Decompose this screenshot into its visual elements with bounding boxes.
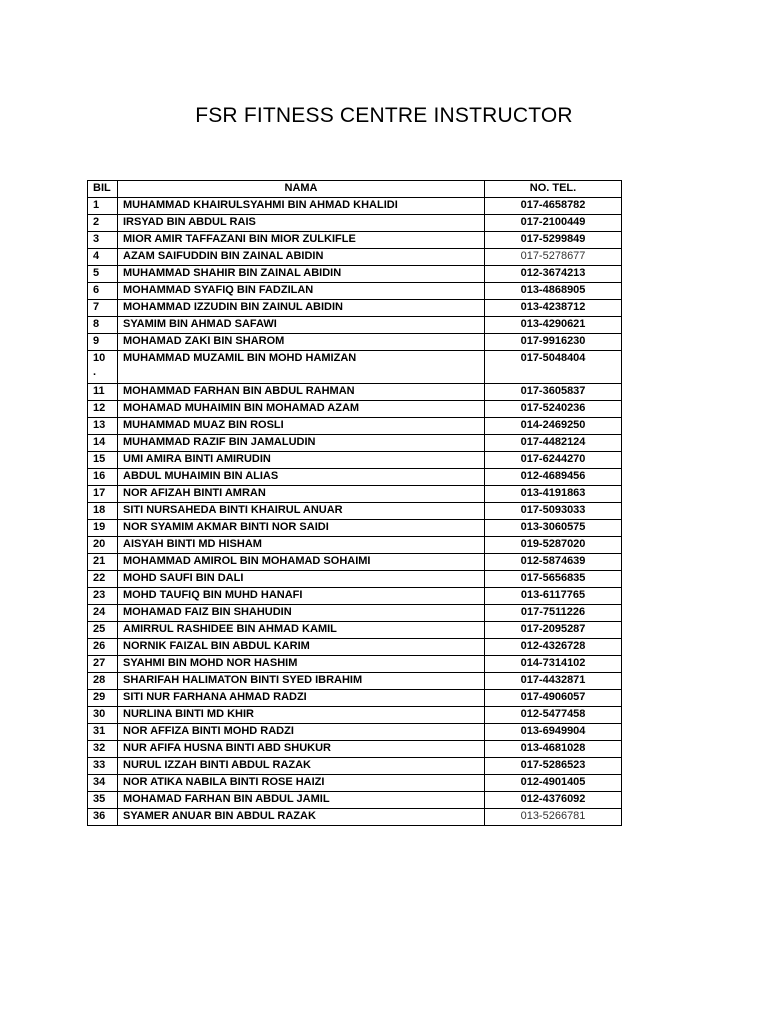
- row-bil: [88, 418, 118, 435]
- table-row: [88, 809, 622, 826]
- row-tel: 012-3674213: [485, 266, 622, 283]
- row-bil-number: 8: [93, 318, 100, 330]
- row-nama: NORNIK FAIZAL BIN ABDUL KARIM: [118, 639, 485, 656]
- row-bil: [88, 300, 118, 317]
- row-nama: MIOR AMIR TAFFAZANI BIN MIOR ZULKIFLE: [118, 232, 485, 249]
- table-row: [88, 605, 622, 622]
- row-bil: [88, 758, 118, 775]
- table-row: [88, 300, 622, 317]
- row-tel: 014-7314102: [485, 656, 622, 673]
- table-row: [88, 673, 622, 690]
- row-tel: 012-4376092: [485, 792, 622, 809]
- row-bil-number: 9: [93, 335, 100, 347]
- row-bil-number: 36: [93, 810, 106, 822]
- row-bil-number: 2: [93, 216, 100, 228]
- row-bil: [88, 401, 118, 418]
- row-bil: [88, 334, 118, 351]
- row-nama: NOR AFIZAH BINTI AMRAN: [118, 486, 485, 503]
- row-tel: 012-5874639: [485, 554, 622, 571]
- row-nama: NUR AFIFA HUSNA BINTI ABD SHUKUR: [118, 741, 485, 758]
- row-bil-number: 13: [93, 419, 106, 431]
- table-row: [88, 758, 622, 775]
- row-tel: 017-5656835: [485, 571, 622, 588]
- table-row: [88, 724, 622, 741]
- table-row: [88, 249, 622, 266]
- row-bil-number: 24: [93, 606, 106, 618]
- row-bil-number: 34: [93, 776, 106, 788]
- header-nama: NAMA: [118, 181, 485, 198]
- row-nama: MOHAMMAD IZZUDIN BIN ZAINUL ABIDIN: [118, 300, 485, 317]
- row-nama: SHARIFAH HALIMATON BINTI SYED IBRAHIM: [118, 673, 485, 690]
- table-row: [88, 520, 622, 537]
- row-nama: MUHAMMAD MUAZ BIN ROSLI: [118, 418, 485, 435]
- table-body: [88, 198, 622, 826]
- row-bil: [88, 588, 118, 605]
- page-title: FSR FITNESS CENTRE INSTRUCTOR: [195, 104, 573, 128]
- table-row: [88, 775, 622, 792]
- table-row: [88, 639, 622, 656]
- table-row: [88, 232, 622, 249]
- row-tel: 017-3605837: [485, 384, 622, 401]
- row-bil-number: 11: [93, 385, 105, 397]
- row-bil-number: 17: [93, 487, 106, 499]
- row-nama: MOHAMMAD AMIROL BIN MOHAMAD SOHAIMI: [118, 554, 485, 571]
- table-row: [88, 588, 622, 605]
- row-tel: 012-4901405: [485, 775, 622, 792]
- row-bil: [88, 266, 118, 283]
- row-nama: MUHAMMAD MUZAMIL BIN MOHD HAMIZAN: [118, 351, 485, 384]
- row-tel: 017-5240236: [485, 401, 622, 418]
- row-bil-number: 35: [93, 793, 106, 805]
- row-bil-number: 28: [93, 674, 106, 686]
- table-row: [88, 384, 622, 401]
- table-row: [88, 792, 622, 809]
- row-nama: SYAMER ANUAR BIN ABDUL RAZAK: [118, 809, 485, 826]
- row-nama: SYAHMI BIN MOHD NOR HASHIM: [118, 656, 485, 673]
- row-bil: [88, 605, 118, 622]
- row-nama: MOHAMAD ZAKI BIN SHAROM: [118, 334, 485, 351]
- table-row: [88, 351, 622, 384]
- row-nama: MUHAMMAD RAZIF BIN JAMALUDIN: [118, 435, 485, 452]
- row-bil-number: 15: [93, 453, 106, 465]
- row-bil: [88, 656, 118, 673]
- row-bil: [88, 232, 118, 249]
- table-row: [88, 215, 622, 232]
- table-row: [88, 503, 622, 520]
- row-nama: IRSYAD BIN ABDUL RAIS: [118, 215, 485, 232]
- row-tel: 013-5266781: [485, 809, 622, 826]
- row-nama: SYAMIM BIN AHMAD SAFAWI: [118, 317, 485, 334]
- row-bil-number: 3: [93, 233, 100, 245]
- row-bil-number: 31: [93, 725, 106, 737]
- table-row: [88, 690, 622, 707]
- row-bil: [88, 435, 118, 452]
- row-bil: [88, 351, 118, 384]
- row-bil-number: 5: [93, 267, 100, 279]
- row-bil-number: 32: [93, 742, 106, 754]
- row-bil-number: 12: [93, 402, 106, 414]
- row-tel: 013-3060575: [485, 520, 622, 537]
- row-bil-number: 14: [93, 436, 106, 448]
- row-bil-number: 33: [93, 759, 106, 771]
- row-bil-number: 19: [93, 521, 106, 533]
- table-row: [88, 707, 622, 724]
- row-nama: MOHD TAUFIQ BIN MUHD HANAFI: [118, 588, 485, 605]
- row-bil: [88, 554, 118, 571]
- row-tel: 017-2100449: [485, 215, 622, 232]
- row-nama: NURUL IZZAH BINTI ABDUL RAZAK: [118, 758, 485, 775]
- table-header-row: [88, 181, 622, 198]
- row-tel: 017-9916230: [485, 334, 622, 351]
- row-bil-number: 29: [93, 691, 106, 703]
- row-bil-number: 27: [93, 657, 106, 669]
- table-row: [88, 435, 622, 452]
- table-row: [88, 741, 622, 758]
- row-tel: 013-4681028: [485, 741, 622, 758]
- row-bil-number: 20: [93, 538, 106, 550]
- row-tel: 017-5286523: [485, 758, 622, 775]
- row-tel: 017-5278677: [485, 249, 622, 266]
- row-bil: [88, 571, 118, 588]
- row-nama: ABDUL MUHAIMIN BIN ALIAS: [118, 469, 485, 486]
- row-nama: NOR SYAMIM AKMAR BINTI NOR SAIDI: [118, 520, 485, 537]
- row-tel: 012-4326728: [485, 639, 622, 656]
- table-row: [88, 317, 622, 334]
- row-tel: 013-4191863: [485, 486, 622, 503]
- row-bil: [88, 198, 118, 215]
- row-tel: 013-4290621: [485, 317, 622, 334]
- row-bil: [88, 639, 118, 656]
- row-tel: 017-5048404: [485, 351, 622, 384]
- table-row: [88, 486, 622, 503]
- row-bil-number: 21: [93, 555, 106, 567]
- table-row: [88, 554, 622, 571]
- row-bil-number: 23: [93, 589, 106, 601]
- row-bil: [88, 724, 118, 741]
- row-bil: [88, 503, 118, 520]
- row-tel: 012-5477458: [485, 707, 622, 724]
- row-tel: 017-4658782: [485, 198, 622, 215]
- row-nama: UMI AMIRA BINTI AMIRUDIN: [118, 452, 485, 469]
- table-row: [88, 622, 622, 639]
- row-bil-number: 6: [93, 284, 100, 296]
- row-nama: MOHAMAD FAIZ BIN SHAHUDIN: [118, 605, 485, 622]
- row-nama: SITI NUR FARHANA AHMAD RADZI: [118, 690, 485, 707]
- row-bil-number: 7: [93, 301, 100, 313]
- row-bil-number: 10: [93, 352, 106, 364]
- row-bil: [88, 249, 118, 266]
- row-nama: SITI NURSAHEDA BINTI KHAIRUL ANUAR: [118, 503, 485, 520]
- row-nama: NOR AFFIZA BINTI MOHD RADZI: [118, 724, 485, 741]
- row-tel: 017-7511226: [485, 605, 622, 622]
- row-tel: 013-6949904: [485, 724, 622, 741]
- table-row: [88, 656, 622, 673]
- table-row: [88, 266, 622, 283]
- row-bil: [88, 317, 118, 334]
- row-tel: 013-6117765: [485, 588, 622, 605]
- table-row: [88, 334, 622, 351]
- row-bil: [88, 741, 118, 758]
- row-bil: [88, 283, 118, 300]
- header-tel: NO. TEL.: [485, 181, 622, 198]
- table-row: [88, 571, 622, 588]
- row-bil-number: 26: [93, 640, 106, 652]
- row-bil-number: 4: [93, 250, 100, 262]
- table-row: [88, 469, 622, 486]
- row-bil: [88, 384, 118, 401]
- row-nama: AISYAH BINTI MD HISHAM: [118, 537, 485, 554]
- row-bil: [88, 520, 118, 537]
- row-bil: [88, 809, 118, 826]
- row-tel: 013-4868905: [485, 283, 622, 300]
- row-nama: MOHAMMAD FARHAN BIN ABDUL RAHMAN: [118, 384, 485, 401]
- row-tel: 017-4432871: [485, 673, 622, 690]
- row-nama: AZAM SAIFUDDIN BIN ZAINAL ABIDIN: [118, 249, 485, 266]
- row-nama: MOHAMAD FARHAN BIN ABDUL JAMIL: [118, 792, 485, 809]
- row-tel: 012-4689456: [485, 469, 622, 486]
- row-tel: 019-5287020: [485, 537, 622, 554]
- row-bil-number: 30: [93, 708, 106, 720]
- row-tel: 017-4482124: [485, 435, 622, 452]
- table-row: [88, 198, 622, 215]
- row-tel: 013-4238712: [485, 300, 622, 317]
- row-nama: MOHD SAUFI BIN DALI: [118, 571, 485, 588]
- row-bil: [88, 469, 118, 486]
- row-tel: 014-2469250: [485, 418, 622, 435]
- row-tel: 017-2095287: [485, 622, 622, 639]
- row-bil: [88, 707, 118, 724]
- row-nama: MUHAMMAD KHAIRULSYAHMI BIN AHMAD KHALIDI: [118, 198, 485, 215]
- header-bil: BIL: [88, 181, 118, 198]
- row-bil-number: 1: [93, 199, 100, 211]
- table-row: [88, 283, 622, 300]
- row-nama: MUHAMMAD SHAHIR BIN ZAINAL ABIDIN: [118, 266, 485, 283]
- row-nama: MOHAMMAD SYAFIQ BIN FADZILAN: [118, 283, 485, 300]
- row-nama: NOR ATIKA NABILA BINTI ROSE HAIZI: [118, 775, 485, 792]
- row-bil: [88, 673, 118, 690]
- row-nama: MOHAMAD MUHAIMIN BIN MOHAMAD AZAM: [118, 401, 485, 418]
- row-tel: 017-5093033: [485, 503, 622, 520]
- row-bil: [88, 537, 118, 554]
- table-row: [88, 452, 622, 469]
- row-bil: [88, 215, 118, 232]
- row-bil-number: 16: [93, 470, 106, 482]
- row-bil: [88, 792, 118, 809]
- row-bil: [88, 452, 118, 469]
- row-bil-number: 25: [93, 623, 106, 635]
- row-tel: 017-6244270: [485, 452, 622, 469]
- row-bil-extra: .: [93, 366, 97, 378]
- row-bil: [88, 775, 118, 792]
- row-nama: NURLINA BINTI MD KHIR: [118, 707, 485, 724]
- table-row: [88, 418, 622, 435]
- row-bil: [88, 622, 118, 639]
- table-row: [88, 401, 622, 418]
- row-bil-number: 22: [93, 572, 106, 584]
- row-tel: 017-5299849: [485, 232, 622, 249]
- row-tel: 017-4906057: [485, 690, 622, 707]
- row-bil: [88, 690, 118, 707]
- row-bil-number: 18: [93, 504, 106, 516]
- table-row: [88, 537, 622, 554]
- instructor-table: [87, 180, 622, 826]
- row-bil: [88, 486, 118, 503]
- row-nama: AMIRRUL RASHIDEE BIN AHMAD KAMIL: [118, 622, 485, 639]
